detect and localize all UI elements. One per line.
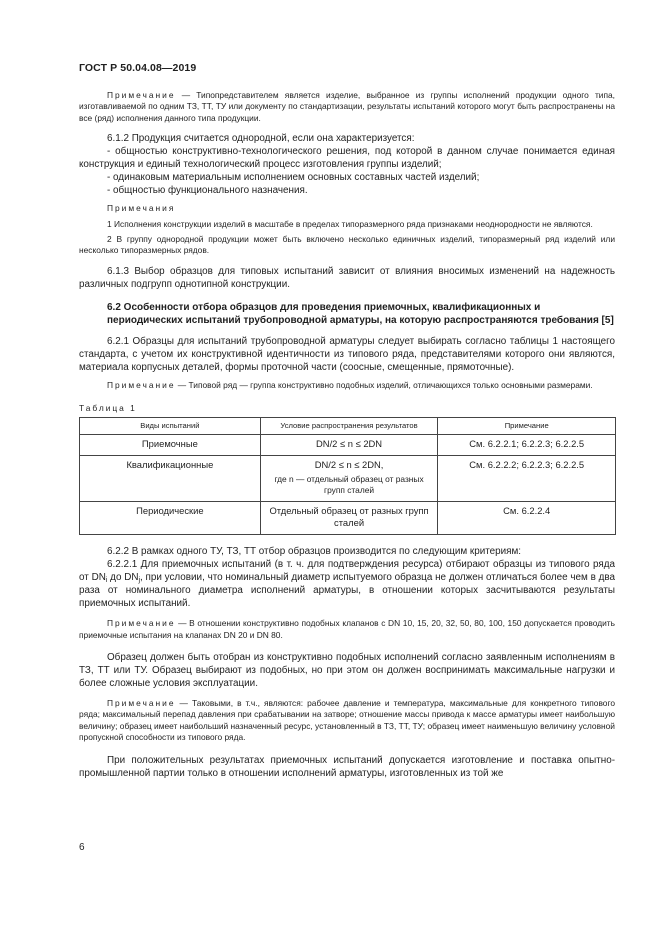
table-cell-remark: См. 6.2.2.4 [438, 502, 616, 535]
table-cell-condition [260, 502, 438, 535]
table-row [80, 435, 616, 456]
table-row [80, 456, 616, 502]
clause-text: , при условии, что номинальный диаметр испытуемого образца не должен отличаться более чем в два раза от номинального диаметра исполнений арматуры, в отношении которых засчитываются результаты приемочных испытаний. [79, 572, 615, 610]
paragraph-sample: Образец должен быть отобран из конструктивно подобных исполнений согласно заявленным исполнениям в ТЗ, ТТ или ТУ. Образец выбирают из подобных, но при этом он должен воспринимать максимальные нагрузки и более сложные условия эксплуатации. [79, 652, 615, 690]
condition-note: где n — отдельный образец от разных групп сталей [274, 474, 424, 496]
clause-text: 6.2.2.1 Для приемочных испытаний (в т. ч. для подтверждения ресурса) отбирают образцы из типового ряда от DN [79, 559, 615, 584]
note-valves [79, 618, 615, 641]
list-item: - общностью функционального назначения. [107, 185, 308, 197]
column-header: Виды испытаний [80, 418, 261, 435]
subscript: i [105, 577, 108, 585]
note-label: Примечание [107, 698, 176, 709]
table-cell-condition [260, 456, 438, 502]
note-conditions [79, 698, 615, 744]
table-1 [79, 417, 616, 535]
note-typical-representative [79, 90, 615, 124]
note-label: Примечание [107, 618, 176, 629]
clause-text: до DN [107, 572, 139, 584]
condition-text: DN/2 ≤ n ≤ 2DN, [314, 459, 384, 471]
table-cell-remark: См. 6.2.2.2; 6.2.2.3; 6.2.2.5 [438, 456, 616, 502]
clause-6-2-1: 6.2.1 Образцы для испытаний трубопроводной арматуры следует выбирать согласно таблицы 1 настоящего стандарта, с учетом их конструктивной идентичности из типового ряда, представителями которого они являются, материала корпусных деталей, формы проточной части (соосные, смещенные, прямоточные). [79, 335, 615, 373]
list-item: - общностью конструктивно-технологического решения, под которой в данном случае понимается единая конструкция и единый технологический процесс изготовления группы изделий; [79, 146, 615, 171]
table-caption: Таблица 1 [79, 403, 137, 414]
note-label: Примечание [107, 379, 176, 390]
table-cell-condition [260, 435, 438, 456]
table-cell-test-type: Периодические [80, 502, 261, 535]
note-text: — Типопредставителем является изделие, выбранное из группы исполнений продукции одного типа, изготавливаемой по одним ТЗ, ТТ, ТУ или документу по стандартизации, результаты испытаний которого могут быть распространены на все (ряд) исполнения данного типа продукции. [79, 90, 615, 123]
note-item: 2 В группу однородной продукции может быть включено несколько единичных изделий, типоразмерный ряд изделий или несколько типоразмерных рядов. [79, 234, 615, 256]
document-header: ГОСТ Р 50.04.08—2019 [79, 62, 197, 74]
condition-text: Отдельный образец от разных групп сталей [269, 505, 429, 529]
note-label: Примечание [107, 90, 176, 100]
list-item: - одинаковым материальным исполнением основных составных частей изделий; [107, 172, 480, 184]
clause-6-1-3: 6.1.3 Выбор образцов для типовых испытаний зависит от влияния вносимых изменений на надежность различных подгрупп однотипной конструкции. [79, 265, 615, 290]
clause-6-2-2-1 [79, 558, 615, 610]
table-cell-test-type: Квалификационные [80, 456, 261, 502]
clause-6-1-2: 6.1.2 Продукция считается однородной, если она характеризуется: [107, 133, 415, 145]
note-item: 1 Исполнения конструкции изделий в масштабе в пределах типоразмерного ряда признаками неоднородности не являются. [107, 218, 593, 229]
table-cell-remark: См. 6.2.2.1; 6.2.2.3; 6.2.2.5 [438, 435, 616, 456]
column-header: Условие распространения результатов [260, 418, 438, 435]
page-content [79, 90, 615, 780]
section-heading-6-2: 6.2 Особенности отбора образцов для проведения приемочных, квалификационных и периодических испытаний трубопроводной арматуры, на которую распространяются требования [5] [107, 301, 614, 326]
table-header-row [80, 418, 616, 435]
table-cell-test-type: Приемочные [80, 435, 261, 456]
note-text: — Таковыми, в т.ч., являются: рабочее давление и температура, максимальные для конкретного типового ряда; максимальный перепад давления при срабатывании на затворе; отношение массы привода к массе арматуры имеет наибольшую величину; образец имеет наибольший назначенный ресурс, установленный в ТЗ, ТТ, ТУ; образец имеет наименьшую величину условной пропускной способности из типового ряда. [79, 698, 615, 743]
condition-text: DN/2 ≤ n ≤ 2DN [316, 438, 383, 450]
table-row [80, 502, 616, 535]
page-number: 6 [79, 842, 85, 853]
subscript: j [138, 577, 141, 585]
paragraph-positive-results: При положительных результатах приемочных испытаний допускается изготовление и поставка опытно-промышленной партии только в отношении исполнений арматуры, изготовленных из той же [79, 754, 615, 779]
notes-label: Примечания [107, 203, 176, 214]
note-text: — Типовой ряд — группа конструктивно подобных изделий, отличающихся только основными размерами. [175, 379, 593, 390]
clause-6-2-2: 6.2.2 В рамках одного ТУ, ТЗ, ТТ отбор образцов производится по следующим критериям: [107, 546, 521, 558]
note-text: — В отношении конструктивно подобных клапанов с DN 10, 15, 20, 32, 50, 80, 100, 150 допускается проводить приемочные испытания на клапанах DN 20 и DN 80. [79, 618, 615, 640]
column-header: Примечание [438, 418, 616, 435]
note-typical-series [79, 380, 615, 391]
